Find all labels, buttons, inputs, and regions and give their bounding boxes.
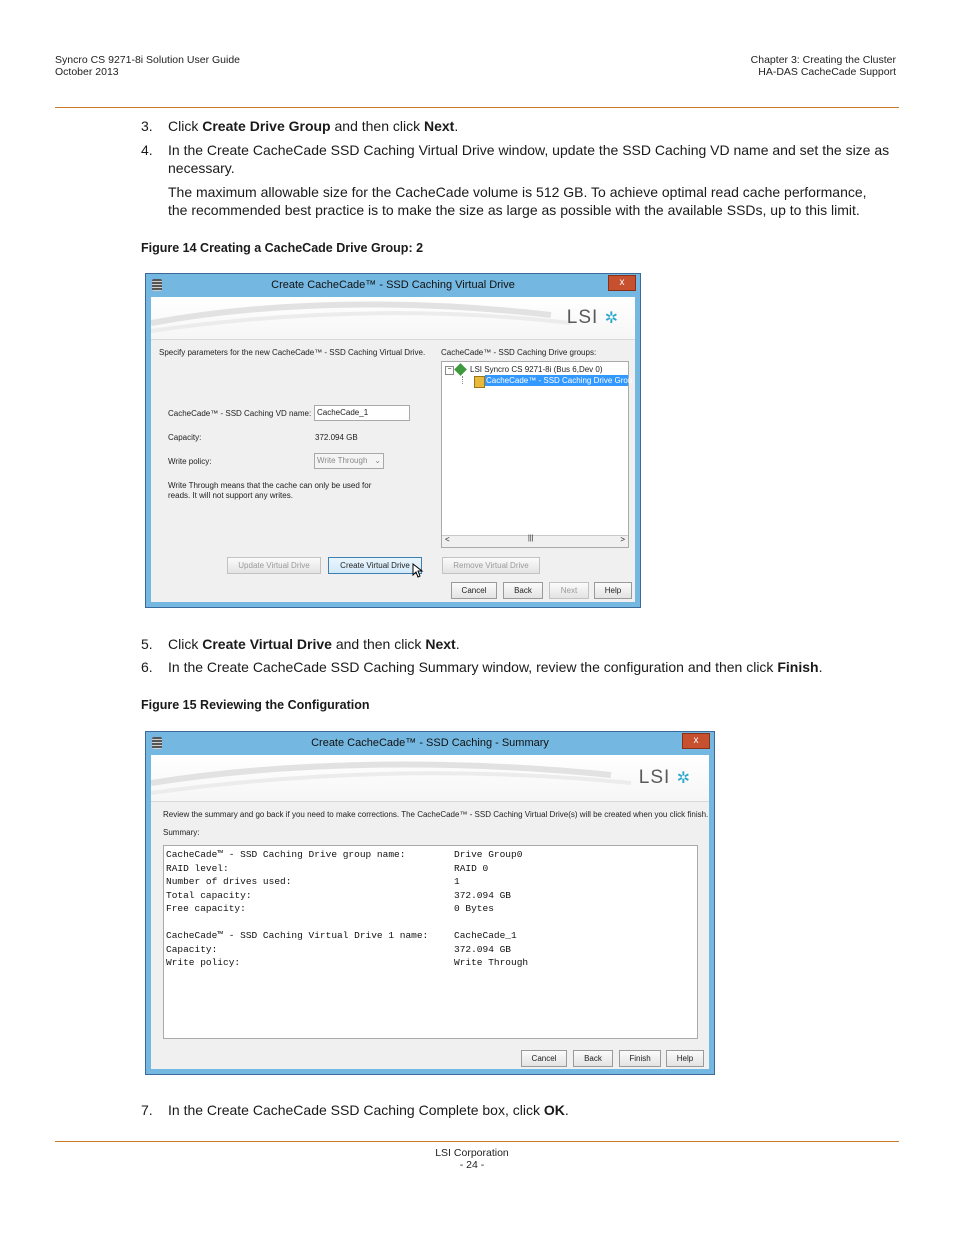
note-line: Write Through means that the cache can only be used for	[168, 481, 372, 490]
mouse-cursor-icon	[412, 563, 424, 579]
step-text: Click	[168, 118, 203, 134]
step-text: and then click	[331, 636, 426, 652]
summary-spacer	[454, 916, 528, 930]
summary-value: 0 Bytes	[454, 903, 494, 914]
bold-term: Next	[424, 118, 455, 134]
create-virtual-drive-button[interactable]: Create Virtual Drive	[328, 557, 422, 574]
drive-group-icon	[474, 376, 485, 388]
intro-text: Specify parameters for the new CacheCade™ - SSD Caching Virtual Drive.	[159, 348, 426, 357]
figure-14-caption: Figure 14 Creating a CacheCade Drive Group: 2	[141, 241, 424, 255]
summary-value: CacheCade_1	[454, 930, 517, 941]
step-7	[141, 1101, 901, 1119]
remove-virtual-drive-button[interactable]: Remove Virtual Drive	[442, 557, 540, 574]
summary-value: 372.094 GB	[454, 889, 512, 901]
step-3	[141, 117, 901, 135]
write-policy-select[interactable]	[314, 453, 384, 469]
summary-key: Number of drives used:	[166, 876, 292, 887]
help-button[interactable]: Help	[666, 1050, 704, 1067]
tree-root-label[interactable]: LSI Syncro CS 9271-8i (Bus 6,Dev 0)	[470, 365, 603, 374]
cancel-button[interactable]: Cancel	[451, 582, 497, 599]
step-text: .	[455, 636, 460, 652]
step-4-note	[168, 183, 867, 219]
step-text: necessary.	[168, 160, 235, 176]
logo-star-icon: ✲	[676, 770, 691, 787]
summary-key: Capacity:	[166, 943, 218, 955]
step-text: Click	[168, 636, 203, 652]
finish-button[interactable]: Finish	[619, 1050, 661, 1067]
summary-key: RAID level:	[166, 862, 229, 874]
summary-value: 372.094 GB	[454, 943, 512, 955]
logo-star-icon: ✲	[604, 310, 619, 327]
horizontal-scrollbar[interactable]	[442, 535, 628, 547]
step-4	[141, 141, 901, 181]
summary-label: Summary:	[163, 828, 200, 837]
page-number: - 24 -	[459, 1159, 485, 1171]
write-policy-label: Write policy:	[168, 457, 212, 466]
vd-name-input[interactable]: CacheCade_1	[314, 405, 410, 421]
lsi-logo	[639, 767, 691, 789]
step-6	[141, 658, 901, 676]
groups-label: CacheCade™ - SSD Caching Drive groups:	[441, 348, 597, 357]
back-button[interactable]: Back	[503, 582, 543, 599]
summary-value: 1	[454, 876, 460, 887]
note-line: The maximum allowable size for the CacheCade volume is 512 GB. To achieve optimal read cache performance,	[168, 184, 867, 200]
next-button[interactable]: Next	[549, 582, 589, 599]
step-number: 4.	[141, 142, 153, 158]
lsi-logo	[567, 307, 619, 329]
footer-company: LSI Corporation	[435, 1147, 509, 1159]
bold-term: Next	[425, 636, 456, 652]
header-right	[751, 54, 896, 78]
dialog-title: Create CacheCade™ - SSD Caching Virtual Drive	[271, 279, 515, 291]
scroll-left-icon[interactable]: <	[445, 535, 450, 544]
summary-value: Write Through	[454, 957, 529, 968]
summary-keys	[166, 848, 428, 970]
doc-title: Syncro CS 9271-8i Solution User Guide	[55, 54, 241, 66]
summary-value: RAID 0	[454, 862, 489, 874]
help-button[interactable]: Help	[594, 582, 632, 599]
write-through-note	[168, 481, 371, 501]
capacity-value: 372.094 GB	[315, 433, 358, 442]
capacity-label: Capacity:	[168, 433, 202, 442]
step-5	[141, 635, 901, 653]
controller-icon	[454, 363, 467, 376]
summary-box[interactable]	[163, 845, 698, 1039]
bold-term: OK	[543, 1102, 565, 1118]
summary-key: CacheCade™ - SSD Caching Virtual Drive 1 name:	[166, 930, 429, 941]
header-rule	[55, 107, 899, 108]
summary-key: CacheCade™ - SSD Caching Drive group name:	[166, 849, 406, 860]
drive-group-tree[interactable]	[441, 361, 633, 548]
note-line: the recommended best practice is to make the size as large as possible with the available SSDs, up to this limit.	[168, 202, 860, 218]
figure-15-caption: Figure 15 Reviewing the Configuration	[141, 698, 370, 712]
logo-text: LSI	[638, 767, 671, 788]
intro-text: Review the summary and go back if you need to make corrections. The CacheCade™ - SSD Caching Virtual Drive(s) will be created when you click finish.	[163, 810, 709, 819]
banner-swoosh	[151, 755, 709, 801]
step-number: 7.	[141, 1102, 153, 1118]
banner	[151, 755, 709, 802]
step-text: .	[818, 659, 823, 675]
summary-key: Free capacity:	[166, 903, 246, 914]
step-text: In the Create CacheCade SSD Caching Virtual Drive window, update the SSD Caching VD name and set the size as	[168, 142, 890, 158]
tree-connector	[462, 376, 464, 384]
step-text: .	[564, 1102, 569, 1118]
scroll-right-icon[interactable]: >	[620, 535, 625, 544]
update-virtual-drive-button[interactable]: Update Virtual Drive	[227, 557, 321, 574]
tree-child-label: CacheCade™ - SSD Caching Drive Grou	[486, 376, 633, 385]
chapter-title: Chapter 3: Creating the Cluster	[750, 54, 896, 66]
footer	[0, 1147, 944, 1171]
close-button[interactable]: x	[608, 275, 636, 291]
chevron-down-icon: ⌄	[374, 456, 381, 465]
step-number: 3.	[141, 118, 153, 134]
bold-term: Create Virtual Drive	[202, 636, 332, 652]
doc-date: October 2013	[55, 66, 119, 78]
tree-child-selected[interactable]	[485, 375, 633, 386]
create-vd-dialog	[145, 273, 641, 608]
cancel-button[interactable]: Cancel	[521, 1050, 567, 1067]
vd-name-label: CacheCade™ - SSD Caching VD name:	[168, 409, 312, 418]
logo-text: LSI	[566, 307, 599, 328]
summary-value: Drive Group0	[454, 849, 523, 860]
back-button[interactable]: Back	[573, 1050, 613, 1067]
bold-term: Finish	[777, 659, 819, 675]
step-number: 6.	[141, 659, 153, 675]
summary-values	[454, 848, 528, 970]
step-text: .	[454, 118, 459, 134]
bold-term: Create Drive Group	[202, 118, 331, 134]
write-policy-value: Write Through	[317, 456, 368, 465]
header-left	[55, 54, 240, 78]
dialog-client	[151, 755, 709, 1069]
banner	[151, 297, 635, 340]
step-text: In the Create CacheCade SSD Caching Summary window, review the configuration and then click	[168, 659, 778, 675]
dialog-client	[151, 297, 635, 602]
banner-swoosh	[151, 297, 635, 339]
collapse-icon[interactable]: −	[445, 366, 454, 375]
close-button[interactable]: x	[682, 733, 710, 749]
footer-rule	[55, 1141, 899, 1142]
step-text: In the Create CacheCade SSD Caching Complete box, click	[168, 1102, 544, 1118]
dialog-title: Create CacheCade™ - SSD Caching - Summary	[311, 737, 549, 749]
summary-dialog	[145, 731, 715, 1075]
summary-key: Write policy:	[166, 957, 241, 968]
scroll-thumb-icon[interactable]: |||	[528, 535, 534, 542]
step-text: and then click	[330, 118, 424, 134]
step-number: 5.	[141, 636, 153, 652]
summary-key: Total capacity:	[166, 889, 252, 901]
section-title: HA-DAS CacheCade Support	[758, 66, 896, 78]
note-line: reads. It will not support any writes.	[168, 491, 293, 500]
summary-spacer	[166, 916, 428, 930]
